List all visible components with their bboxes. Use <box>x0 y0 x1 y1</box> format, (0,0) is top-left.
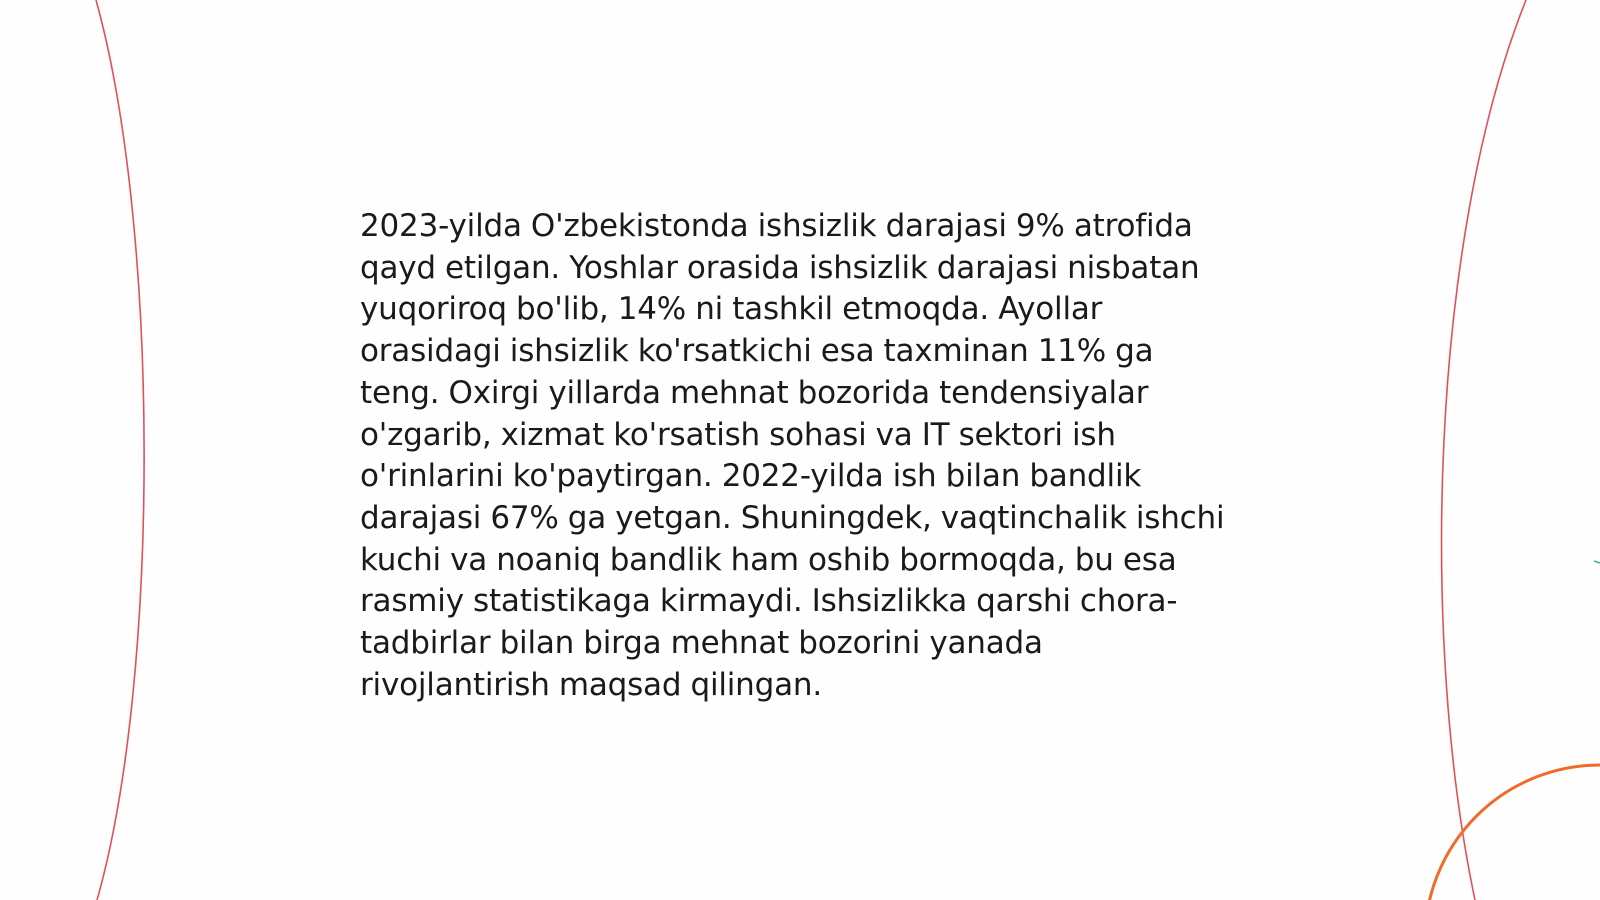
right-curve <box>1442 0 1526 900</box>
body-paragraph: 2023-yilda O'zbekistonda ishsizlik darajasi 9% atrofida qayd etilgan. Yoshlar orasida ishsizlik darajasi nisbatan yuqoriroq bo'lib, 14% ni tashkil etmoqda. Ayollar orasidagi ishsizlik ko'rsatkichi esa taxminan 11% ga teng. Oxirgi yillarda mehnat bozorida tendensiyalar o'zgarib, xizmat ko'rsatish sohasi va IT sektori ish o'rinlarini ko'paytirgan. 2022-yilda ish bilan bandlik darajasi 67% ga yetgan. Shuningdek, vaqtinchalik ishchi kuchi va noaniq bandlik ham oshib bormoqda, bu esa rasmiy statistikaga kirmaydi. Ishsizlikka qarshi chora-tadbirlar bilan birga mehnat bozorini yanada rivojlantirish maqsad qilingan. <box>360 208 1225 703</box>
orange-arc <box>1425 765 1600 900</box>
left-curve <box>96 0 144 900</box>
green-accent-mark <box>1594 561 1600 563</box>
